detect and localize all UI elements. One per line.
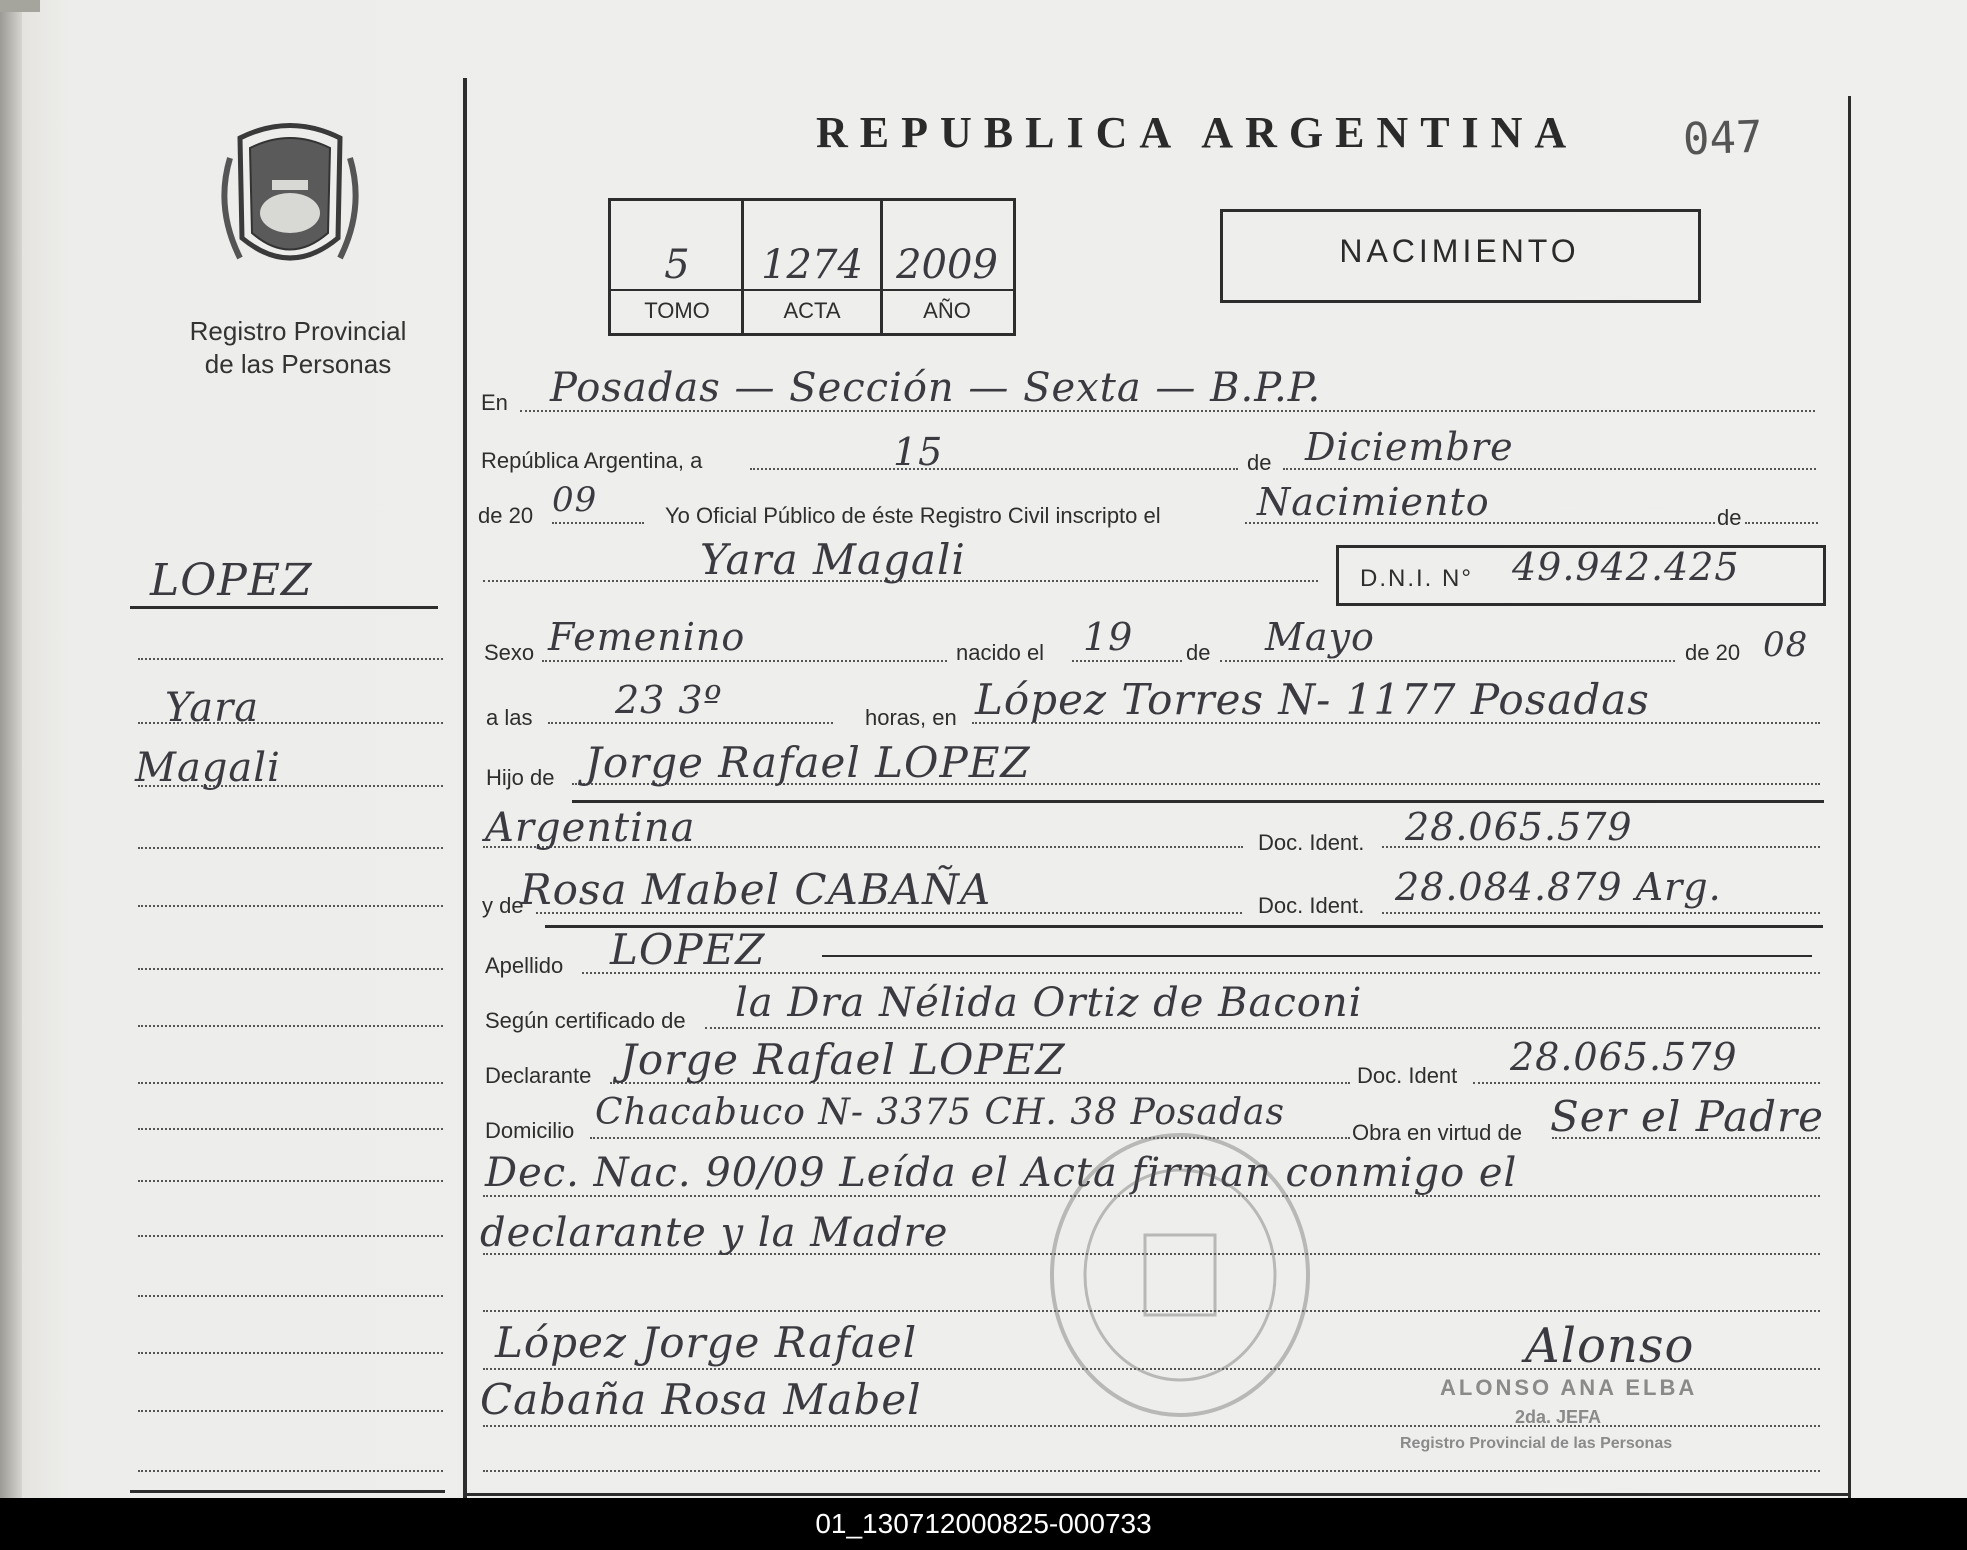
sexo-value: Femenino — [548, 615, 746, 659]
en-label: En — [481, 390, 508, 415]
page-number: 047 — [1682, 111, 1764, 166]
en-value: Posadas — Sección — Sexta — B.P.P. — [550, 365, 1322, 411]
apellido-label: Apellido — [485, 953, 564, 978]
frame-right — [1848, 96, 1851, 1498]
doc-ident-label-declarante: Doc. Ident — [1357, 1063, 1458, 1088]
tomo-label: TOMO — [644, 298, 710, 323]
margin-dotline — [138, 905, 443, 907]
father-nat-value: Argentina — [485, 805, 696, 851]
blank-line — [483, 1425, 1820, 1427]
apellido-value: LOPEZ — [610, 925, 766, 974]
y-de-label: y de — [482, 893, 524, 918]
record-type: NACIMIENTO — [1339, 233, 1580, 269]
province-seal-logo — [210, 118, 370, 293]
de-label-2: de — [1717, 505, 1742, 530]
margin-dotline — [138, 1082, 443, 1084]
file-id: 01_130712000825-000733 — [815, 1508, 1152, 1539]
year-prefix-label: de 20 — [478, 503, 534, 528]
frame-bottom — [463, 1493, 1851, 1496]
corner-mark — [0, 0, 40, 12]
de-label-3: de — [1186, 640, 1211, 665]
sexo-line — [542, 660, 947, 662]
de-line-2 — [1745, 522, 1818, 524]
margin-dotline — [138, 847, 443, 849]
republica-label: República Argentina, a — [481, 448, 703, 473]
birth-month-value: Mayo — [1265, 615, 1375, 659]
hijo-label: Hijo de — [486, 765, 555, 790]
father-doc-value: 28.065.579 — [1405, 805, 1633, 849]
acta-label: ACTA — [783, 298, 841, 323]
birth-year-value: 08 — [1763, 625, 1809, 665]
anio-value: 2009 — [896, 242, 998, 288]
registry-name-line2: de las Personas — [204, 349, 392, 379]
anio-label: AÑO — [923, 298, 971, 323]
segun-value: la Dra Nélida Ortiz de Baconi — [735, 980, 1363, 1026]
oficial-label: Yo Oficial Público de éste Registro Civil inscripto el — [665, 503, 1161, 528]
margin-bottom-rule — [130, 1490, 445, 1493]
margin-dotline — [138, 1180, 443, 1182]
birth-day-line — [1072, 660, 1182, 662]
mother-doc-line — [1382, 912, 1820, 914]
registry-name — [168, 315, 428, 381]
margin-first-name: Yara — [165, 685, 260, 731]
dni-value: 49.942.425 — [1512, 545, 1740, 589]
declarante-doc-value: 28.065.579 — [1510, 1035, 1738, 1079]
mother-value: Rosa Mabel CABAÑA — [520, 865, 992, 914]
margin-rule — [130, 606, 438, 609]
apellido-line — [582, 972, 1820, 974]
a-las-label: a las — [486, 705, 533, 730]
margin-dotline — [138, 1470, 443, 1472]
obra-label: Obra en virtud de — [1352, 1120, 1522, 1145]
margin-surname: LOPEZ — [150, 555, 313, 606]
margin-dotline — [138, 1410, 443, 1412]
de-label: de — [1247, 450, 1272, 475]
margin-dotline — [138, 1352, 443, 1354]
father-underline — [572, 800, 1824, 803]
sexo-label: Sexo — [484, 640, 535, 665]
mother-doc-value: 28.084.879 Arg. — [1395, 865, 1722, 909]
place-value: López Torres N- 1177 Posadas — [975, 675, 1650, 724]
official-signature: Alonso — [1525, 1318, 1695, 1374]
de20-label: de 20 — [1685, 640, 1741, 665]
father-value: Jorge Rafael LOPEZ — [585, 738, 1031, 787]
notes-line-2-value: declarante y la Madre — [480, 1210, 949, 1256]
margin-dotline — [138, 658, 443, 660]
mother-signature: Cabaña Rosa Mabel — [480, 1375, 922, 1424]
official-stamp — [1045, 1125, 1315, 1425]
domicilio-label: Domicilio — [485, 1118, 575, 1143]
child-name-value: Yara Magali — [700, 535, 966, 584]
declarante-label: Declarante — [485, 1063, 592, 1088]
blank-line — [483, 1470, 1820, 1472]
birth-month-line — [1220, 660, 1675, 662]
segun-line — [705, 1027, 1820, 1029]
official-role: 2da. JEFA — [1515, 1407, 1602, 1427]
day-value: 15 — [893, 430, 944, 474]
day-line — [750, 468, 1238, 470]
margin-dotline — [138, 1128, 443, 1130]
margin-dotline — [138, 1025, 443, 1027]
registry-name-line1: Registro Provincial — [189, 316, 407, 346]
obra-value: Ser el Padre — [1550, 1092, 1824, 1141]
frame-left — [463, 78, 467, 1500]
doc-ident-label-mother: Doc. Ident. — [1258, 893, 1365, 918]
month-value: Diciembre — [1305, 425, 1514, 469]
margin-second-name: Magali — [135, 745, 281, 791]
acta-divider — [880, 198, 883, 333]
oficial-value: Nacimiento — [1257, 480, 1490, 524]
official-institution: Registro Provincial de las Personas — [1400, 1435, 1673, 1452]
country-title: REPUBLICA ARGENTINA — [816, 108, 1579, 157]
tomo-value: 5 — [664, 242, 690, 288]
declarante-value: Jorge Rafael LOPEZ — [620, 1035, 1066, 1084]
birth-day-value: 19 — [1083, 615, 1134, 659]
segun-label: Según certificado de — [485, 1008, 686, 1033]
declarant-signature: López Jorge Rafael — [495, 1318, 918, 1367]
year-line — [552, 522, 644, 524]
official-name: ALONSO ANA ELBA — [1440, 1375, 1698, 1400]
acta-value: 1274 — [761, 242, 863, 288]
apellido-underline — [822, 955, 1812, 957]
margin-dotline — [138, 1235, 443, 1237]
nacido-label: nacido el — [956, 640, 1045, 665]
acta-label-rule — [608, 289, 1013, 291]
dni-label: D.N.I. N° — [1360, 565, 1473, 592]
domicilio-value: Chacabuco N- 3375 CH. 38 Posadas — [595, 1092, 1285, 1133]
hour-line — [548, 722, 833, 724]
margin-dotline — [138, 968, 443, 970]
horas-label: horas, en — [865, 705, 957, 730]
doc-ident-label-father: Doc. Ident. — [1258, 830, 1365, 855]
notes-line-1-value: Dec. Nac. 90/09 Leída el Acta firman conmigo el — [485, 1150, 1518, 1196]
hour-value: 23 3º — [615, 678, 723, 722]
year-suffix-value: 09 — [552, 480, 598, 520]
file-id-bar — [0, 1498, 1967, 1550]
margin-dotline — [138, 1295, 443, 1297]
declarante-doc-line — [1473, 1082, 1820, 1084]
